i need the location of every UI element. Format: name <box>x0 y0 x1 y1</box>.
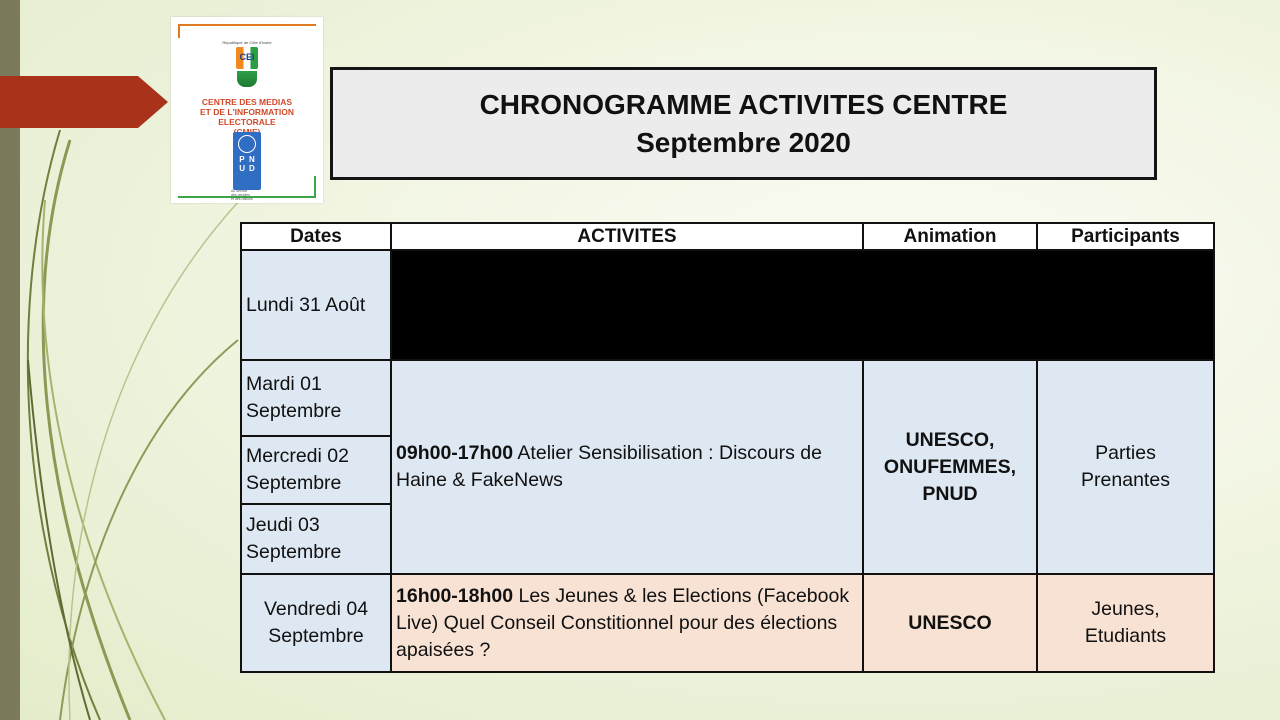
date-day: Jeudi 03 <box>246 514 320 536</box>
undp-emblem <box>233 132 261 190</box>
logo-orange-frame <box>178 24 316 38</box>
date-day: Vendredi 04 <box>263 598 369 620</box>
activity-time: 16h00-18h00 <box>396 584 514 607</box>
activity-cell <box>391 360 863 574</box>
participants-line: Jeunes, <box>1091 598 1160 620</box>
title-box <box>330 67 1157 180</box>
redacted-block <box>391 250 1214 360</box>
logo-name-line-2: ET DE L'INFORMATION ELECTORALE <box>200 107 294 127</box>
page-title: CHRONOGRAMME ACTIVITES CENTRE <box>479 88 1008 120</box>
date-cell <box>241 436 391 504</box>
header-activites: ACTIVITES <box>391 223 863 250</box>
undp-tagline-line: Au service <box>231 189 248 193</box>
date-month: Septembre <box>246 472 342 494</box>
date-day: Mercredi 02 <box>246 445 349 467</box>
date-cell: Lundi 31 Août <box>241 250 391 360</box>
page-subtitle: Septembre 2020 <box>636 126 851 158</box>
undp-tagline-line: et des nations <box>231 197 253 201</box>
table-row <box>241 360 1214 436</box>
table-row <box>241 574 1214 672</box>
animation-cell <box>863 360 1037 574</box>
undp-letter: U <box>239 164 245 173</box>
date-cell <box>241 360 391 436</box>
date-month: Septembre <box>268 625 364 647</box>
undp-letter: D <box>249 164 255 173</box>
header-participants: Participants <box>1037 223 1214 250</box>
date-month: Septembre <box>246 400 342 422</box>
activity-time: 09h00-17h00 <box>396 442 514 464</box>
participants-line: Etudiants <box>1084 625 1167 647</box>
animation-line: PNUD <box>922 482 978 505</box>
participants-cell <box>1037 360 1214 574</box>
undp-tagline <box>231 189 253 201</box>
animation-cell: UNESCO <box>863 574 1037 672</box>
cei-abbr: CEI <box>239 52 255 62</box>
undp-letter: N <box>249 155 255 164</box>
date-month: Septembre <box>246 541 342 563</box>
undp-letter: P <box>239 155 245 164</box>
table-row <box>241 250 1214 360</box>
cei-emblem <box>234 47 260 91</box>
cmie-logo <box>171 17 323 203</box>
animation-line: UNESCO, <box>905 428 995 451</box>
header-dates: Dates <box>241 223 391 250</box>
schedule-table <box>240 222 1215 673</box>
animation-line: ONUFEMMES, <box>883 455 1017 478</box>
red-arrow-marker <box>0 76 168 128</box>
logo-republic-text: République de Côte d'Ivoire <box>222 40 272 45</box>
activity-text: Les Jeunes & les Elections (Facebook Live) Quel Conseil Constitionnel pour des élections apaisées ? <box>396 584 850 661</box>
date-cell <box>241 504 391 574</box>
logo-name-line-1: CENTRE DES MEDIAS <box>201 97 293 107</box>
participants-line: Parties <box>1095 442 1156 464</box>
un-globe-icon <box>238 135 256 153</box>
participants-cell <box>1037 574 1214 672</box>
date-cell <box>241 574 391 672</box>
activity-text: Atelier Sensibilisation : Discours de Haine & FakeNews <box>396 442 822 491</box>
date-day: Mardi 01 <box>246 373 322 395</box>
header-animation: Animation <box>863 223 1037 250</box>
activity-cell <box>391 574 863 672</box>
participants-line: Prenantes <box>1081 469 1170 491</box>
undp-tagline-line: des peuples <box>231 193 250 197</box>
header-row <box>241 223 1214 250</box>
logo-center-name <box>171 97 323 137</box>
